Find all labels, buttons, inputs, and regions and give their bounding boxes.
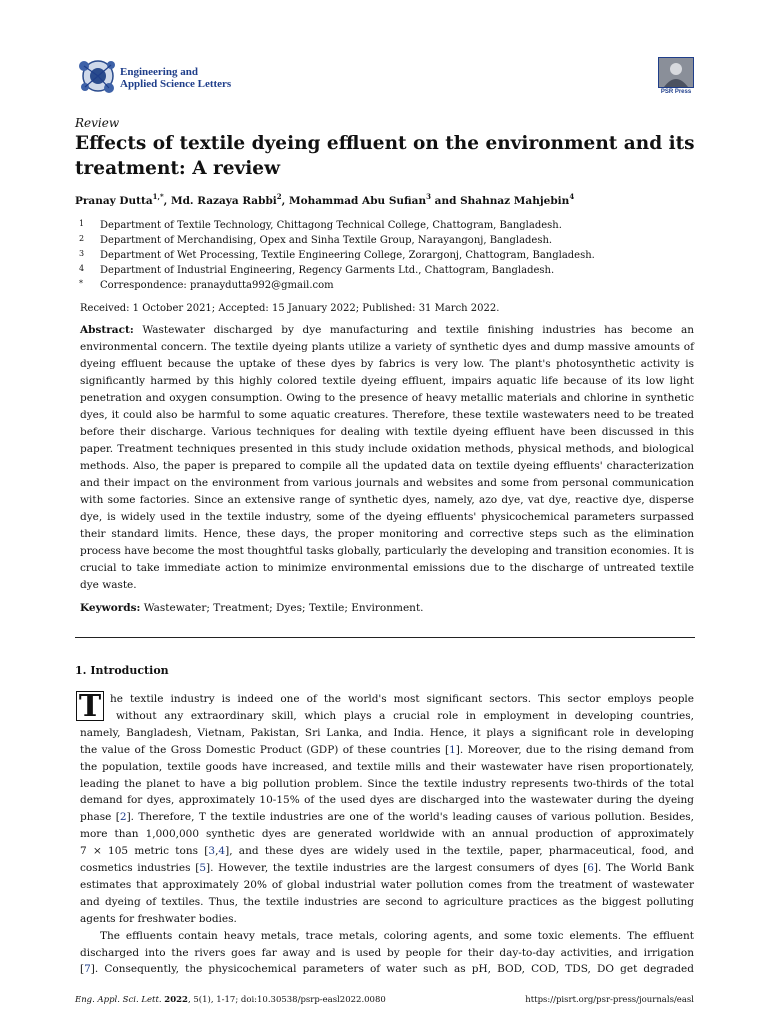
citation-link[interactable]: 1 xyxy=(449,743,456,756)
intro-text: more than 1,000,000 synthetic dyes are generated worldwide with an annual production of approximately xyxy=(80,828,694,841)
intro-text: ]. However, the textile industries are the largest consumers of dyes [ xyxy=(206,862,588,874)
intro-line xyxy=(80,860,694,877)
affiliation-number: * xyxy=(79,279,83,288)
affiliation-number: 4 xyxy=(79,264,85,273)
intro-text: ]. Consequently, the physicochemical parameters of water such as pH, BOD, COD, TDS, DO get degraded xyxy=(90,963,694,976)
intro-line xyxy=(80,742,694,759)
intro-line xyxy=(80,911,694,928)
intro-text: the value of the Gross Domestic Product (GDP) of these countries [ xyxy=(80,743,450,756)
intro-line xyxy=(80,877,694,894)
citation-footer xyxy=(75,995,386,1005)
paper-title: Effects of textile dyeing effluent on the environment and its treatment: A review xyxy=(75,133,695,179)
affiliation-text: Department of Merchandising, Opex and Sinha Textile Group, Narayangonj, Bangladesh. xyxy=(100,235,553,246)
intro-text: The effluents contain heavy metals, trace metals, coloring agents, and some toxic elements. The effluent xyxy=(100,929,694,942)
keywords-text: Wastewater; Treatment; Dyes; Textile; Environment. xyxy=(143,602,424,614)
affiliation-text: Correspondence: pranaydutta992@gmail.com xyxy=(100,280,334,291)
author-name: Md. Razaya Rabbi xyxy=(170,195,277,207)
author-name: Mohammad Abu Sufian xyxy=(288,195,427,207)
affiliation-text: Department of Wet Processing, Textile Engineering College, Zorargonj, Chattogram, Bangladesh. xyxy=(100,250,595,261)
intro-text: discharged into the rivers goes far away and is used by people for their day-to-day activities, and irrigation xyxy=(80,946,694,959)
abstract xyxy=(80,322,694,594)
intro-line xyxy=(80,894,694,911)
intro-line xyxy=(116,708,694,725)
intro-text: 7 × 105 metric tons [ xyxy=(80,845,209,858)
affiliation-number: 3 xyxy=(79,249,85,258)
citation-link[interactable]: 7 xyxy=(84,963,91,976)
citation-link[interactable]: 6 xyxy=(587,862,594,874)
affiliation-item xyxy=(75,220,715,234)
affiliation-item xyxy=(75,235,715,249)
article-type: Review xyxy=(75,116,120,130)
intro-text: ], and these dyes are widely used in the textile, paper, pharmaceutical, food, and xyxy=(225,845,694,858)
citation-link[interactable]: 4 xyxy=(218,845,226,858)
affiliation-text: Department of Textile Technology, Chittagong Technical College, Chattogram, Bangladesh. xyxy=(100,220,562,231)
intro-text: , xyxy=(215,845,219,858)
intro-text: ]. The World Bank xyxy=(593,862,695,874)
intro-text: the population, textile goods have increased, and textile mills and their wastewater have risen proportionately, xyxy=(80,760,694,773)
journal-url-link[interactable]: https://pisrt.org/psr-press/journals/easl xyxy=(525,995,694,1005)
intro-line xyxy=(80,759,694,776)
intro-line xyxy=(80,725,694,742)
author-name: Pranay Dutta xyxy=(75,195,153,207)
section-divider xyxy=(75,637,695,638)
affiliation-number: 1 xyxy=(79,219,85,228)
intro-text: leading the planet to have a big pollution problem. Since the textile industry represents two-thirds of the total xyxy=(80,777,694,790)
author-affiliation-mark: 3 xyxy=(426,191,431,201)
intro-line xyxy=(80,826,694,843)
intro-line xyxy=(80,809,694,826)
intro-line xyxy=(80,945,694,962)
intro-text: he textile industry is indeed one of the world's most significant sectors. This sector employs people xyxy=(110,693,694,705)
abstract-label: Abstract: xyxy=(80,324,134,336)
journal-name-line2: Applied Science Letters xyxy=(120,78,232,90)
keywords xyxy=(80,600,694,617)
intro-line xyxy=(80,792,694,809)
intro-line xyxy=(80,961,694,978)
affiliation-item xyxy=(75,265,715,279)
intro-line xyxy=(80,843,694,860)
author-affiliation-mark: 2 xyxy=(276,191,282,201)
intro-text: namely, Bangladesh, Vietnam, Pakistan, Sri Lanka, and India. Hence, it plays a significant role in developing xyxy=(80,726,694,739)
intro-text: cosmetics industries [ xyxy=(80,862,200,874)
intro-text: ]. Moreover, due to the rising demand from xyxy=(455,743,694,756)
intro-text: demand for dyes, approximately 10-15% of the used dyes are discharged into the wastewater during the dyeing xyxy=(80,794,694,807)
intro-text: agents for freshwater bodies. xyxy=(80,912,237,925)
affiliation-text: Department of Industrial Engineering, Regency Garments Ltd., Chattogram, Bangladesh. xyxy=(100,265,555,276)
affiliation-item xyxy=(75,250,715,264)
journal-name xyxy=(120,66,290,90)
author-name: Shahnaz Mahjebin xyxy=(460,195,570,207)
keywords-label: Keywords: xyxy=(80,602,141,614)
author-affiliation-mark: 1,* xyxy=(152,191,164,201)
intro-text: ]. Therefore, T the textile industries are one of the world's leading causes of various pollution. Besides, xyxy=(126,811,695,824)
intro-line xyxy=(80,776,694,793)
affiliation-number: 2 xyxy=(79,234,85,243)
citation-link[interactable]: 2 xyxy=(119,811,127,824)
citation-rest: , 5(1), 1-17; doi:10.30538/psrp-easl2022.0080 xyxy=(187,995,386,1005)
intro-text: [ xyxy=(80,963,85,976)
affiliation-item xyxy=(75,280,715,294)
journal-name-line1: Engineering and xyxy=(120,66,198,78)
author-affiliation-mark: 4 xyxy=(569,191,575,201)
intro-text: phase [ xyxy=(80,811,120,824)
intro-text: and dyeing of textiles. Thus, the textile industries are second to agriculture practices as the biggest polluting xyxy=(80,895,694,908)
drop-cap: T xyxy=(76,691,104,721)
intro-text: without any extraordinary skill, which plays a crucial role in employment in developing countries, xyxy=(116,709,694,722)
intro-line xyxy=(100,928,694,945)
intro-line xyxy=(110,691,694,708)
citation-link[interactable]: 3 xyxy=(208,845,216,858)
abstract-text: Wastewater discharged by dye manufacturing and textile finishing industries has become an environmental concern. The textile dyeing plants utilize a variety of synthetic dyes and dump massive amounts of dyeing effluent because the uptake of these dyes by fabrics is very low. The plant's photosynthetic activity is significantly harmed by this highly colored textile dyeing effluent, impairs aquatic life because of its low light penetration and oxygen consumption. Owing to the presence of heavy metallic materials and chlorine in synthetic dyes, it could also be harmful to some aquatic creatures. Therefore, these textile wastewaters need to be treated before their discharge. Various techniques for dealing with textile dyeing effluent have been discussed in this paper. Treatment techniques presented in this study include oxidation methods, physical methods, and biological methods. Also, the paper is prepared to compile all the updated data on textile dyeing effluents' characterization and their impact on the environment from various journals and websites and some from personal communication with some factories. Since an extensive range of synthetic dyes, namely, azo dye, vat dye, reactive dye, disperse dye, is widely used in the textile industry, some of the dyeing effluents' physicochemical parameters surpassed their standard limits. Hence, these days, the proper monitoring and corrective steps such as the elimination process have become the most thoughtful tasks globally, particularly the developing and transition economies. It is crucial to take immediate action to minimize environmental emissions due to the discharge of untreated textile dye waste. xyxy=(80,324,695,591)
section-heading-introduction: 1. Introduction xyxy=(75,664,169,677)
citation-year: 2022 xyxy=(164,995,188,1005)
journal-logo-icon xyxy=(76,56,118,96)
author-list: Pranay Dutta$^{1,*}$, Md. Razaya Rabbi$^2$, Mohammad Abu Sufian$^3$ and Shahnaz Mahjebin$^4$ xyxy=(75,191,575,207)
journal-abbrev: Eng. Appl. Sci. Lett. xyxy=(75,995,162,1005)
publisher-label: PSR Press xyxy=(660,89,692,95)
citation-link[interactable]: 5 xyxy=(199,862,206,874)
publication-dates: Received: 1 October 2021; Accepted: 15 January 2022; Published: 31 March 2022. xyxy=(80,303,500,314)
intro-text: estimates that approximately 20% of global industrial water pollution comes from the treatment of wastewater xyxy=(80,878,694,891)
